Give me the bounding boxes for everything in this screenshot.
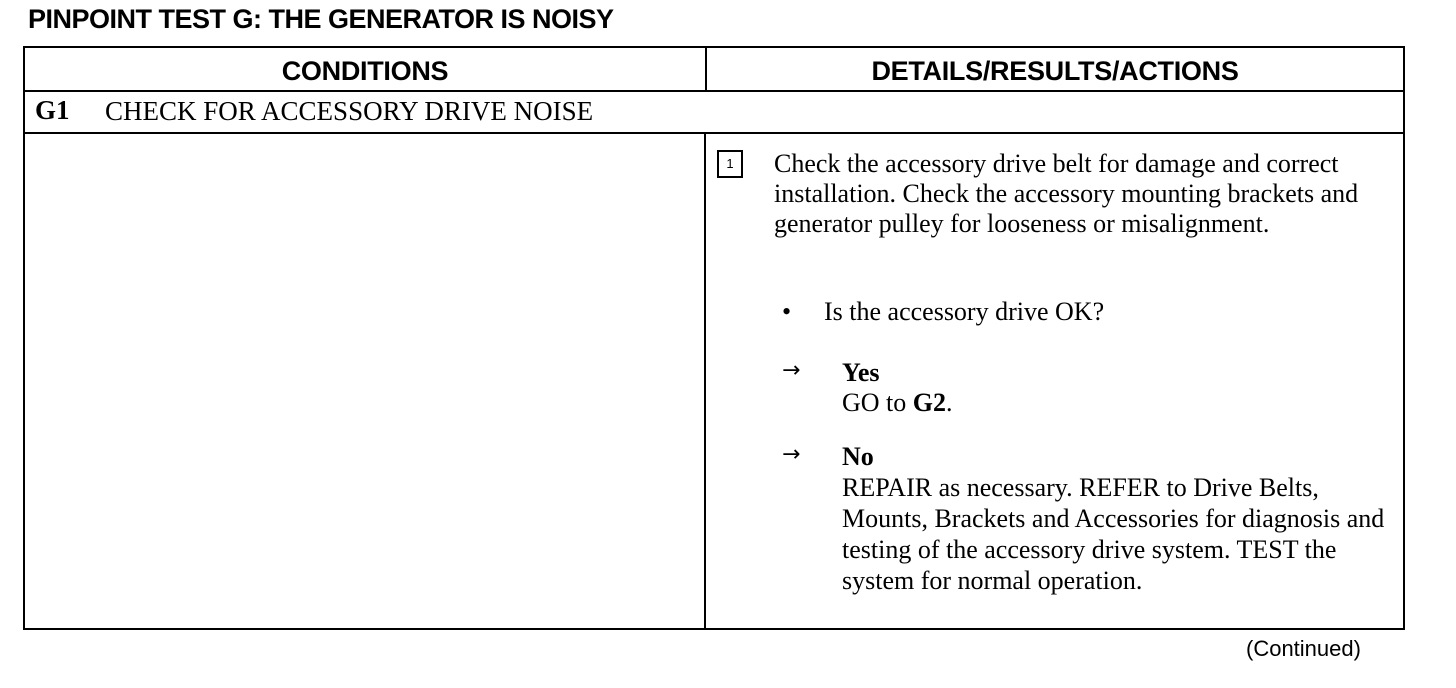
arrow-right-icon: → bbox=[782, 358, 801, 383]
question bbox=[782, 297, 1104, 327]
answer-no-text: REPAIR as necessary. REFER to Drive Belts, Mounts, Brackets and Accessories for diagnosis and testing of the accessory drive system. TEST the system for normal operation. bbox=[842, 473, 1385, 595]
answer-yes-suffix: . bbox=[946, 388, 953, 417]
step-id: G1 bbox=[35, 95, 70, 125]
answer-yes-text bbox=[842, 388, 1402, 418]
substep-number-box: 1 bbox=[717, 150, 743, 178]
answer-yes-prefix: GO to bbox=[842, 388, 913, 417]
step-heading-row bbox=[25, 90, 1403, 134]
answer-yes bbox=[782, 358, 1402, 418]
page-title: PINPOINT TEST G: THE GENERATOR IS NOISY bbox=[28, 4, 614, 34]
answer-yes-target: G2 bbox=[912, 388, 947, 417]
answer-no bbox=[782, 442, 1402, 596]
conditions-header: CONDITIONS bbox=[281, 56, 449, 86]
continued-note: (Continued) bbox=[1246, 636, 1361, 661]
answer-no-label: No bbox=[842, 442, 874, 471]
pinpoint-test-table bbox=[23, 46, 1405, 630]
table-header-row bbox=[25, 48, 1403, 92]
answer-yes-label: Yes bbox=[842, 358, 880, 387]
question-text: Is the accessory drive OK? bbox=[824, 297, 1105, 326]
arrow-right-icon: → bbox=[782, 442, 801, 467]
details-header: DETAILS/RESULTS/ACTIONS bbox=[871, 56, 1239, 86]
instruction-text: Check the accessory drive belt for damage and correct installation. Check the accessory mounting brackets and generator pulley for looseness or misalignment. bbox=[774, 149, 1359, 238]
bullet-icon: • bbox=[782, 297, 792, 326]
conditions-cell bbox=[25, 134, 704, 630]
step-title: CHECK FOR ACCESSORY DRIVE NOISE bbox=[105, 96, 594, 126]
details-cell bbox=[706, 134, 1403, 630]
